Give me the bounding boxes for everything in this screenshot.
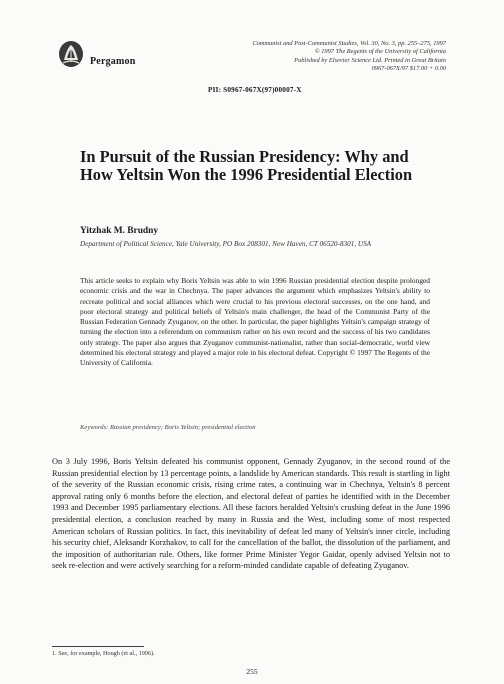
author-affiliation: Department of Political Science, Yale University, PO Box 208301, New Haven, CT 06520-8301, USA (80, 240, 372, 248)
footnote: 1. See, for example, Hough (et al., 1996). (52, 650, 155, 657)
footnote-divider (52, 646, 144, 647)
page-number: 255 (246, 667, 258, 676)
pii-identifier: PII: S0967-067X(97)00007-X (208, 86, 302, 94)
body-paragraph: On 3 July 1996, Boris Yeltsin defeated his communist opponent, Gennady Zyuganov, in the second round of the Russian presidential election by 13 percentage points, a landslide by American standards. This result is startling in light of the severity of the Russian economic crisis, rising crime rates, a continuing war in Chechnya, Yeltsin's 8 percent approval rating only 6 months before the election, and electoral defeat of parties he identified with in the December 1993 and December 1995 parliamentary elections. All these factors heralded Yeltsin's crushing defeat in the June 1996 presidential election, a conclusion reached by many in Russia and the West, including some of most respected American scholars of Russian politics. In fact, this inevitability of defeat led many of Yeltsin's inner circle, including his security chief, Aleksandr Korzhakov, to call for the cancellation of the ballot, the dissolution of the parliament, and the imposition of authoritarian rule. Others, like former Prime Minister Yegor Gaidar, openly advised Yeltsin not to seek re-election and were actively searching for a reform-minded candidate capable of defeating Zyuganov. (52, 457, 450, 571)
abstract: This article seeks to explain why Boris Yeltsin was able to win 1996 Russian presidential election despite prolonged economic crisis and the war in Chechnya. The paper advances the argument which emphasizes Yeltsin's ability to recreate political and social alliances which were crucial to his previous electoral successes, on the one hand, and poor electoral strategy and political beliefs of Yeltsin's main challenger, the head of the Communist Party of the Russian Federation Gennady Zyuganov, on the other. In particular, the paper highlights Yeltsin's campaign strategy of turning the election into a referendum on communism rather on his own record and the success of his two candidates only strategy. The paper also argues that Zyuganov communist-nationalist, rather than social-democratic, world view determined his electoral strategy and played a major role in his electoral defeat. Copyright © 1997 The Regents of the University of California. (80, 276, 430, 368)
issn-line: 0967-067X/97 $17.00 + 0.00 (371, 64, 446, 72)
journal-citation: Communist and Post-Communist Studies, Vol. 30, No. 3, pp. 255–275, 1997 (252, 40, 446, 47)
publisher-logo-icon (58, 40, 84, 68)
author-name: Yitzhak M. Brudny (80, 226, 159, 236)
article-title: In Pursuit of the Russian Presidency: Why and How Yeltsin Won the 1996 Presidential Election (80, 147, 413, 185)
publisher-name: Pergamon (90, 56, 136, 67)
journal-info (176, 40, 446, 73)
publisher-line: Published by Elsevier Science Ltd. Printed in Great Britain (294, 56, 446, 64)
copyright-line: © 1997 The Regents of the University of California (314, 48, 446, 56)
keywords: Keywords: Russian presidency; Boris Yeltsin; presidential election (80, 424, 256, 431)
